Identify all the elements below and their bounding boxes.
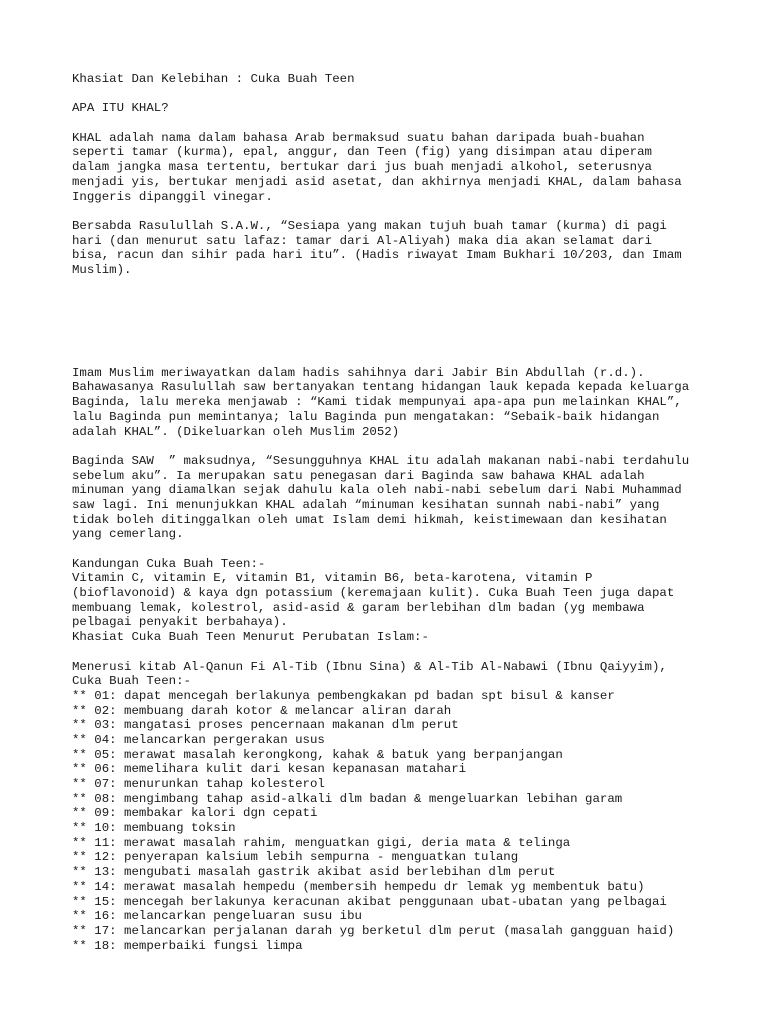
list-item: ** 11: merawat masalah rahim, menguatkan gigi, deria mata & telinga: [72, 835, 571, 850]
list-item: ** 07: menurunkan tahap kolesterol: [72, 777, 325, 792]
list-item: ** 02: membuang darah kotor & melancar aliran darah: [72, 703, 452, 718]
paragraph-imam-muslim: [72, 366, 712, 439]
text-line: bisa, racun dan sihir pada hari itu”. (Hadis riwayat Imam Bukhari 10/203, dan Imam: [72, 248, 682, 263]
paragraph-kandungan: [72, 557, 712, 645]
text-line: adalah KHAL”. (Dikeluarkan oleh Muslim 2052): [72, 424, 400, 439]
text-line: Bersabda Rasulullah S.A.W., “Sesiapa yang makan tujuh buah tamar (kurma) di pagi: [72, 218, 667, 233]
text-line: Kandungan Cuka Buah Teen:-: [72, 556, 266, 571]
text-line: saw lagi. Ini menunjukkan KHAL adalah “minuman kesihatan sunnah nabi-nabi” yang: [72, 497, 660, 512]
text-line: Muslim).: [72, 262, 132, 277]
list-item: ** 15: mencegah berlakunya keracunan akibat penggunaan ubat-ubatan yang pelbagai: [72, 894, 667, 909]
list-item: ** 16: melancarkan pengeluaran susu ibu: [72, 909, 362, 924]
document-body: [72, 72, 712, 953]
list-item: ** 06: memelihara kulit dari kesan kepanasan matahari: [72, 762, 467, 777]
list-item: ** 12: penyerapan kalsium lebih sempurna - menguatkan tulang: [72, 850, 519, 865]
paragraph-khal-definition: [72, 131, 712, 204]
text-line: (bioflavonoid) & kaya dgn potassium (keremajaan kulit). Cuka Buah Teen juga dapat: [72, 586, 675, 601]
list-item: ** 14: merawat masalah hempedu (membersih hempedu dr lemak yg membentuk batu): [72, 879, 645, 894]
document-title: Khasiat Dan Kelebihan : Cuka Buah Teen: [72, 72, 355, 86]
text-line: tidak boleh ditinggalkan oleh umat Islam demi hikmah, keistimewaan dan kesihatan: [72, 512, 667, 527]
text-line: Menerusi kitab Al-Qanun Fi Al-Tib (Ibnu Sina) & Al-Tib Al-Nabawi (Ibnu Qaiyyim),: [72, 659, 667, 674]
list-item: ** 17: melancarkan perjalanan darah yg berketul dlm perut (masalah gangguan haid): [72, 923, 675, 938]
text-line: Inggeris dipanggil vinegar.: [72, 189, 273, 204]
text-line: yang cemerlang.: [72, 527, 184, 542]
list-item: ** 18: memperbaiki fungsi limpa: [72, 938, 303, 953]
text-line: KHAL adalah nama dalam bahasa Arab bermaksud suatu bahan daripada buah-buahan: [72, 130, 645, 145]
paragraph-baginda-saw: [72, 454, 712, 542]
list-item: ** 09: membakar kalori dgn cepati: [72, 806, 318, 821]
list-item: ** 10: membuang toksin: [72, 821, 236, 836]
text-line: seperti tamar (kurma), epal, anggur, dan Teen (fig) yang disimpan atau diperam: [72, 145, 652, 160]
text-line: Khasiat Cuka Buah Teen Menurut Perubatan Islam:-: [72, 630, 429, 645]
text-line: Vitamin C, vitamin E, vitamin B1, vitamin B6, beta-karotena, vitamin P: [72, 571, 593, 586]
text-line: hari (dan menurut satu lafaz: tamar dari Al-Aliyah) maka dia akan selamat dari: [72, 233, 652, 248]
text-line: sebelum aku”. Ia merupakan satu penegasan dari Baginda saw bahawa KHAL adalah: [72, 468, 645, 483]
list-item: ** 13: mengubati masalah gastrik akibat asid berlebihan dlm perut: [72, 865, 556, 880]
text-line: Imam Muslim meriwayatkan dalam hadis sahihnya dari Jabir Bin Abdullah (r.d.).: [72, 365, 645, 380]
benefits-list: [72, 660, 712, 954]
text-line: Baginda, lalu mereka menjawab : “Kami tidak mempunyai apa-apa pun melainkan KHAL”,: [72, 395, 682, 410]
text-line: menjadi yis, bertukar menjadi asid asetat, dan akhirnya menjadi KHAL, dalam bahasa: [72, 174, 682, 189]
list-item: ** 05: merawat masalah kerongkong, kahak & batuk yang berpanjangan: [72, 747, 563, 762]
section-heading: APA ITU KHAL?: [72, 101, 169, 116]
text-line: membuang lemak, kolestrol, asid-asid & garam berlebihan dlm badan (yg membawa: [72, 600, 645, 615]
paragraph-hadith-tamar: [72, 219, 712, 278]
text-line: Baginda SAW ” maksudnya, “Sesungguhnya KHAL itu adalah makanan nabi-nabi terdahulu: [72, 453, 690, 468]
list-item: ** 01: dapat mencegah berlakunya pembengkakan pd badan spt bisul & kanser: [72, 688, 615, 703]
text-line: Cuka Buah Teen:-: [72, 674, 191, 689]
list-item: ** 03: mangatasi proses pencernaan makanan dlm perut: [72, 718, 459, 733]
text-line: lalu Baginda pun memintanya; lalu Baginda pun mengatakan: “Sebaik-baik hidangan: [72, 409, 660, 424]
text-line: pelbagai penyakit berbahaya).: [72, 615, 288, 630]
list-item: ** 08: mengimbang tahap asid-alkali dlm badan & mengeluarkan lebihan garam: [72, 791, 623, 806]
text-line: Bahawasanya Rasulullah saw bertanyakan tentang hidangan lauk kepada kepada keluarga: [72, 380, 690, 395]
text-line: minuman yang diamalkan sejak dahulu kala oleh nabi-nabi sebelum dari Nabi Muhammad: [72, 483, 682, 498]
text-line: dalam jangka masa tertentu, bertukar dari jus buah menjadi alkohol, seterusnya: [72, 160, 652, 175]
list-item: ** 04: melancarkan pergerakan usus: [72, 732, 325, 747]
